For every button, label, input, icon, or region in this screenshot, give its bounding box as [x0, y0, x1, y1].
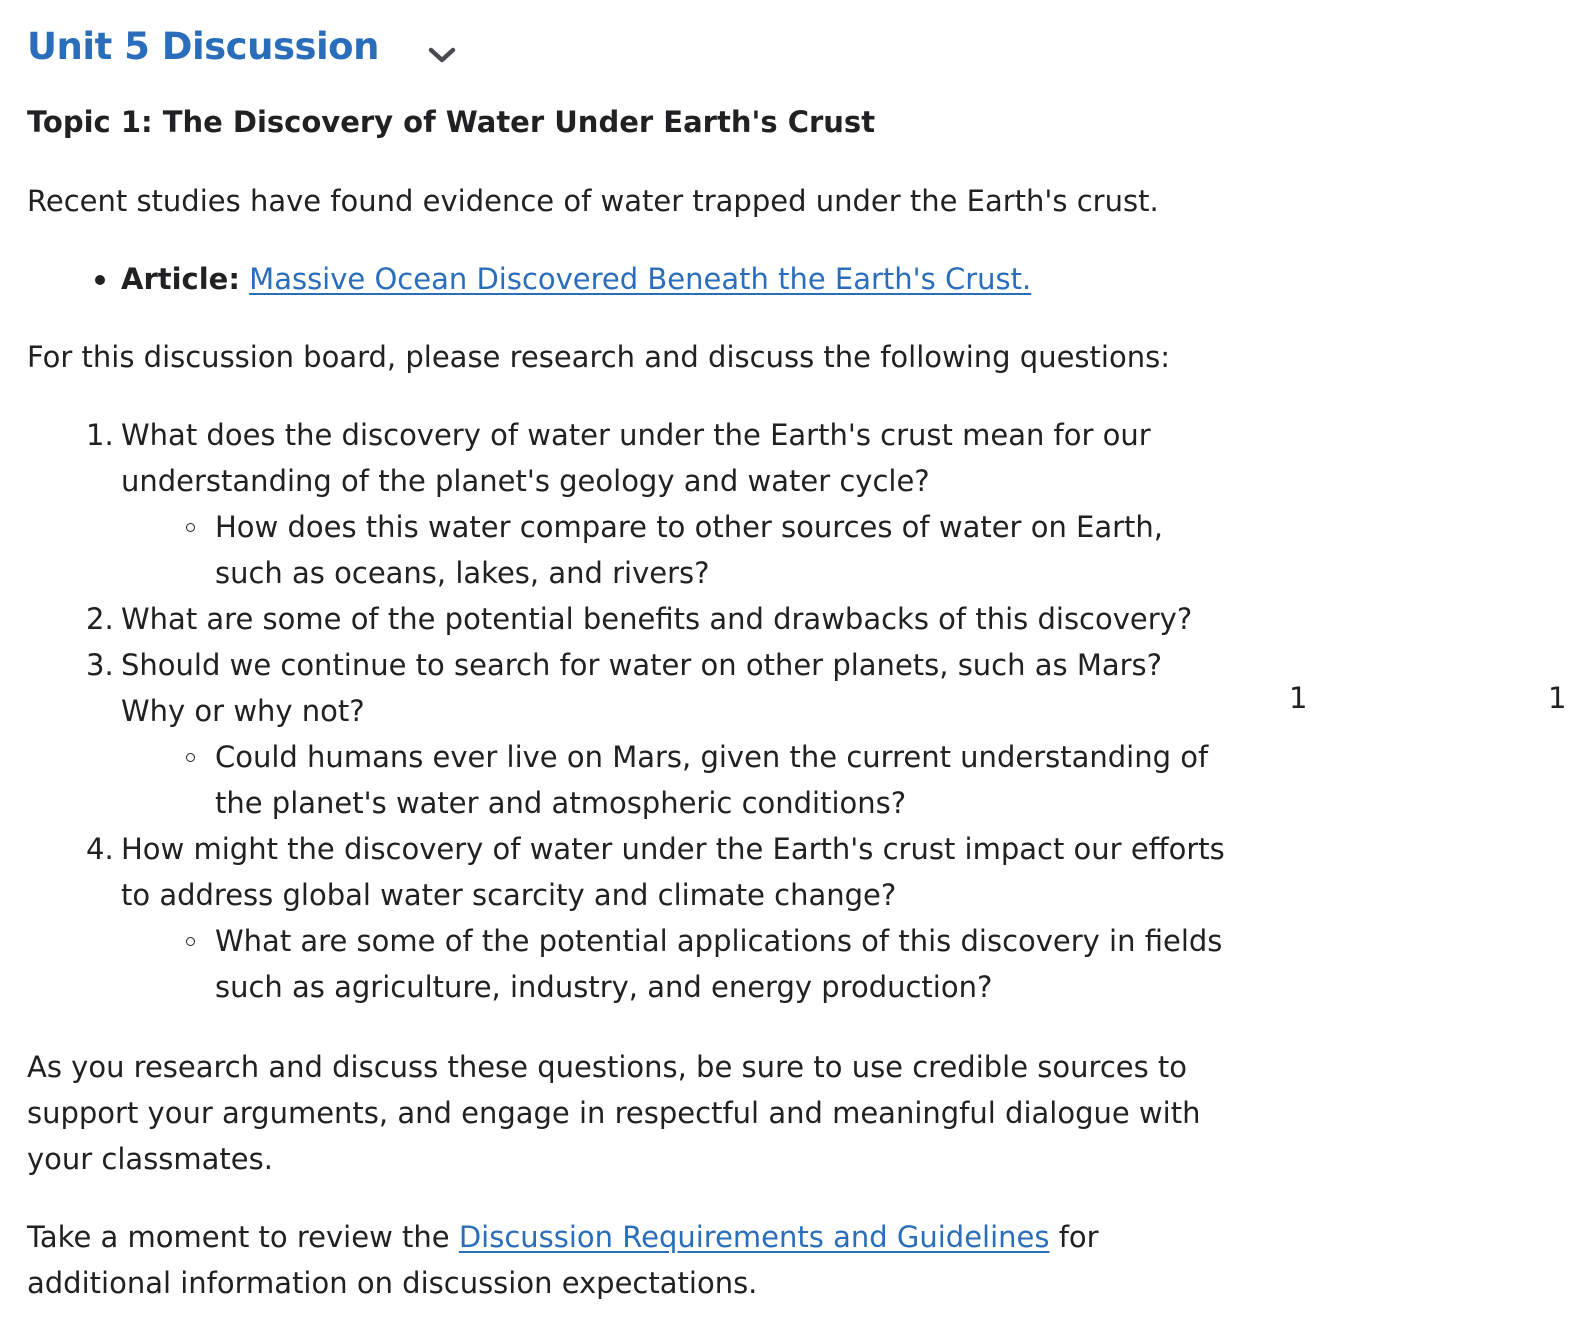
question-list [27, 412, 1227, 1010]
sub-question-list [121, 734, 1227, 826]
question-item [27, 642, 1227, 826]
question-text: What are some of the potential benefits and drawbacks of this discovery? [121, 602, 1193, 636]
prompt-paragraph: For this discussion board, please research and discuss the following questions: [27, 340, 1170, 374]
question-item [27, 412, 1227, 596]
question-item [27, 826, 1227, 1010]
review-text-before: Take a moment to review the [27, 1220, 459, 1254]
question-number: 4. [86, 832, 114, 866]
closing-paragraph: As you research and discuss these questions, be sure to use credible sources to support your arguments, and engage in respectful and meaningful dialogue with your classmates. [27, 1050, 1201, 1176]
reply-count: 1 [1289, 681, 1308, 715]
chevron-down-icon[interactable] [427, 44, 457, 66]
question-text: What does the discovery of water under the Earth's crust mean for our understanding of the planet's geology and water cycle? [121, 418, 1151, 498]
question-text: How might the discovery of water under the Earth's crust impact our efforts to address global water scarcity and climate change? [121, 832, 1225, 912]
intro-paragraph: Recent studies have found evidence of water trapped under the Earth's crust. [27, 184, 1159, 218]
discussion-content [27, 18, 1227, 1306]
topic-title: Topic 1: The Discovery of Water Under Earth's Crust [27, 105, 876, 139]
title-row [27, 18, 1227, 74]
sub-question-item: Could humans ever live on Mars, given the current understanding of the planet's water and atmospheric conditions? [215, 734, 1227, 826]
article-link[interactable]: Massive Ocean Discovered Beneath the Earth's Crust. [249, 262, 1032, 296]
question-number: 3. [86, 648, 114, 682]
page-title[interactable]: Unit 5 Discussion [27, 24, 379, 68]
thread-count: 1 [1548, 681, 1567, 715]
guidelines-link[interactable]: Discussion Requirements and Guidelines [458, 1220, 1050, 1254]
sub-question-item: How does this water compare to other sources of water on Earth, such as oceans, lakes, and rivers? [215, 504, 1227, 596]
article-list [27, 256, 1227, 302]
sub-question-list [121, 504, 1227, 596]
article-label: Article: [121, 262, 240, 296]
article-item [87, 256, 1227, 302]
question-item [27, 596, 1227, 642]
question-text: Should we continue to search for water on other planets, such as Mars? Why or why not? [121, 648, 1163, 728]
review-text-after: for additional information on discussion expectations. [27, 1220, 1099, 1300]
sub-question-item: What are some of the potential applications of this discovery in fields such as agriculture, industry, and energy production? [215, 918, 1227, 1010]
question-number: 2. [86, 602, 114, 636]
review-paragraph [27, 1214, 1227, 1306]
sub-question-list [121, 918, 1227, 1010]
question-number: 1. [86, 418, 114, 452]
